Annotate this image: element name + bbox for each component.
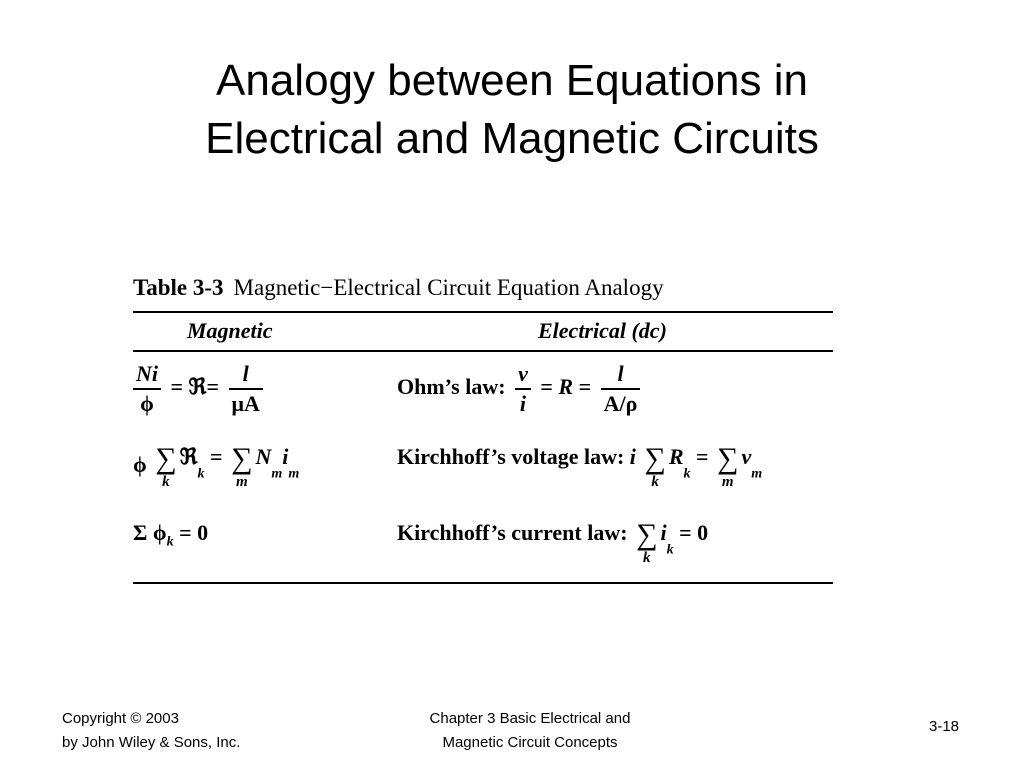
summation-symbol: ∑ m — [717, 442, 739, 490]
row3-electrical-equation: Kirchhoff’s current law: ∑ k $i_k = 0$ — [397, 518, 709, 566]
analogy-table — [133, 268, 833, 566]
header-rule — [133, 350, 833, 352]
bottom-rule — [133, 582, 833, 584]
table-caption — [133, 268, 833, 308]
title-line-1: Analogy between Equations in — [216, 56, 808, 105]
summation-symbol: ∑ k — [644, 442, 666, 490]
row2-magnetic-equation: ϕ ∑ k ℜ$_k$ = ∑ m $N_mi_m$ — [133, 442, 300, 490]
fraction: $\frac{l}{\mu A}$ — [229, 362, 263, 416]
fraction: $\frac{l}{A/\rho}$ — [601, 362, 641, 416]
slide-title — [0, 52, 1024, 168]
column-header-magnetic: Magnetic — [187, 318, 273, 343]
footer-chapter: Chapter 3 Basic Electrical and Magnetic Circuit Concepts — [429, 710, 631, 751]
table-caption-text: Magnetic−Electrical Circuit Equation Analogy — [233, 275, 664, 300]
row1-magnetic-equation: $\frac{Ni}{\phi}$ = ℜ= $\frac{l}{\mu A}$ — [133, 362, 267, 416]
row1-electrical-equation: Ohm’s law: $\frac{v}{i}$ = R = $\frac{l}{A/\rho}$ — [397, 362, 644, 416]
top-rule — [133, 311, 833, 313]
footer-copyright: Copyright © 2003 by John Wiley & Sons, Inc. — [62, 710, 241, 751]
summation-symbol: ∑ m — [231, 442, 253, 490]
table-label: Table 3-3 — [133, 275, 224, 300]
title-line-2: Electrical and Magnetic Circuits — [205, 114, 819, 163]
fraction: $\frac{Ni}{\phi}$ — [133, 362, 161, 416]
fraction: $\frac{v}{i}$ — [515, 362, 531, 416]
ohms-law-label: Ohm’s law: — [397, 374, 506, 400]
summation-symbol: ∑ k — [155, 442, 177, 490]
summation-symbol: ∑ k — [636, 518, 658, 566]
column-header-electrical: Electrical (dc) — [538, 318, 667, 343]
row2-electrical-equation: Kirchhoff’s voltage law: i ∑ k $R_k$ = ∑ m $v_m$ — [397, 442, 763, 490]
kvl-label: Kirchhoff’s voltage law: — [397, 444, 625, 469]
row3-magnetic-equation: Σ $\phi_k = 0$ — [133, 520, 209, 550]
footer-page-number: 3-18 — [929, 718, 960, 735]
kcl-label: Kirchhoff’s current law: — [397, 520, 628, 545]
